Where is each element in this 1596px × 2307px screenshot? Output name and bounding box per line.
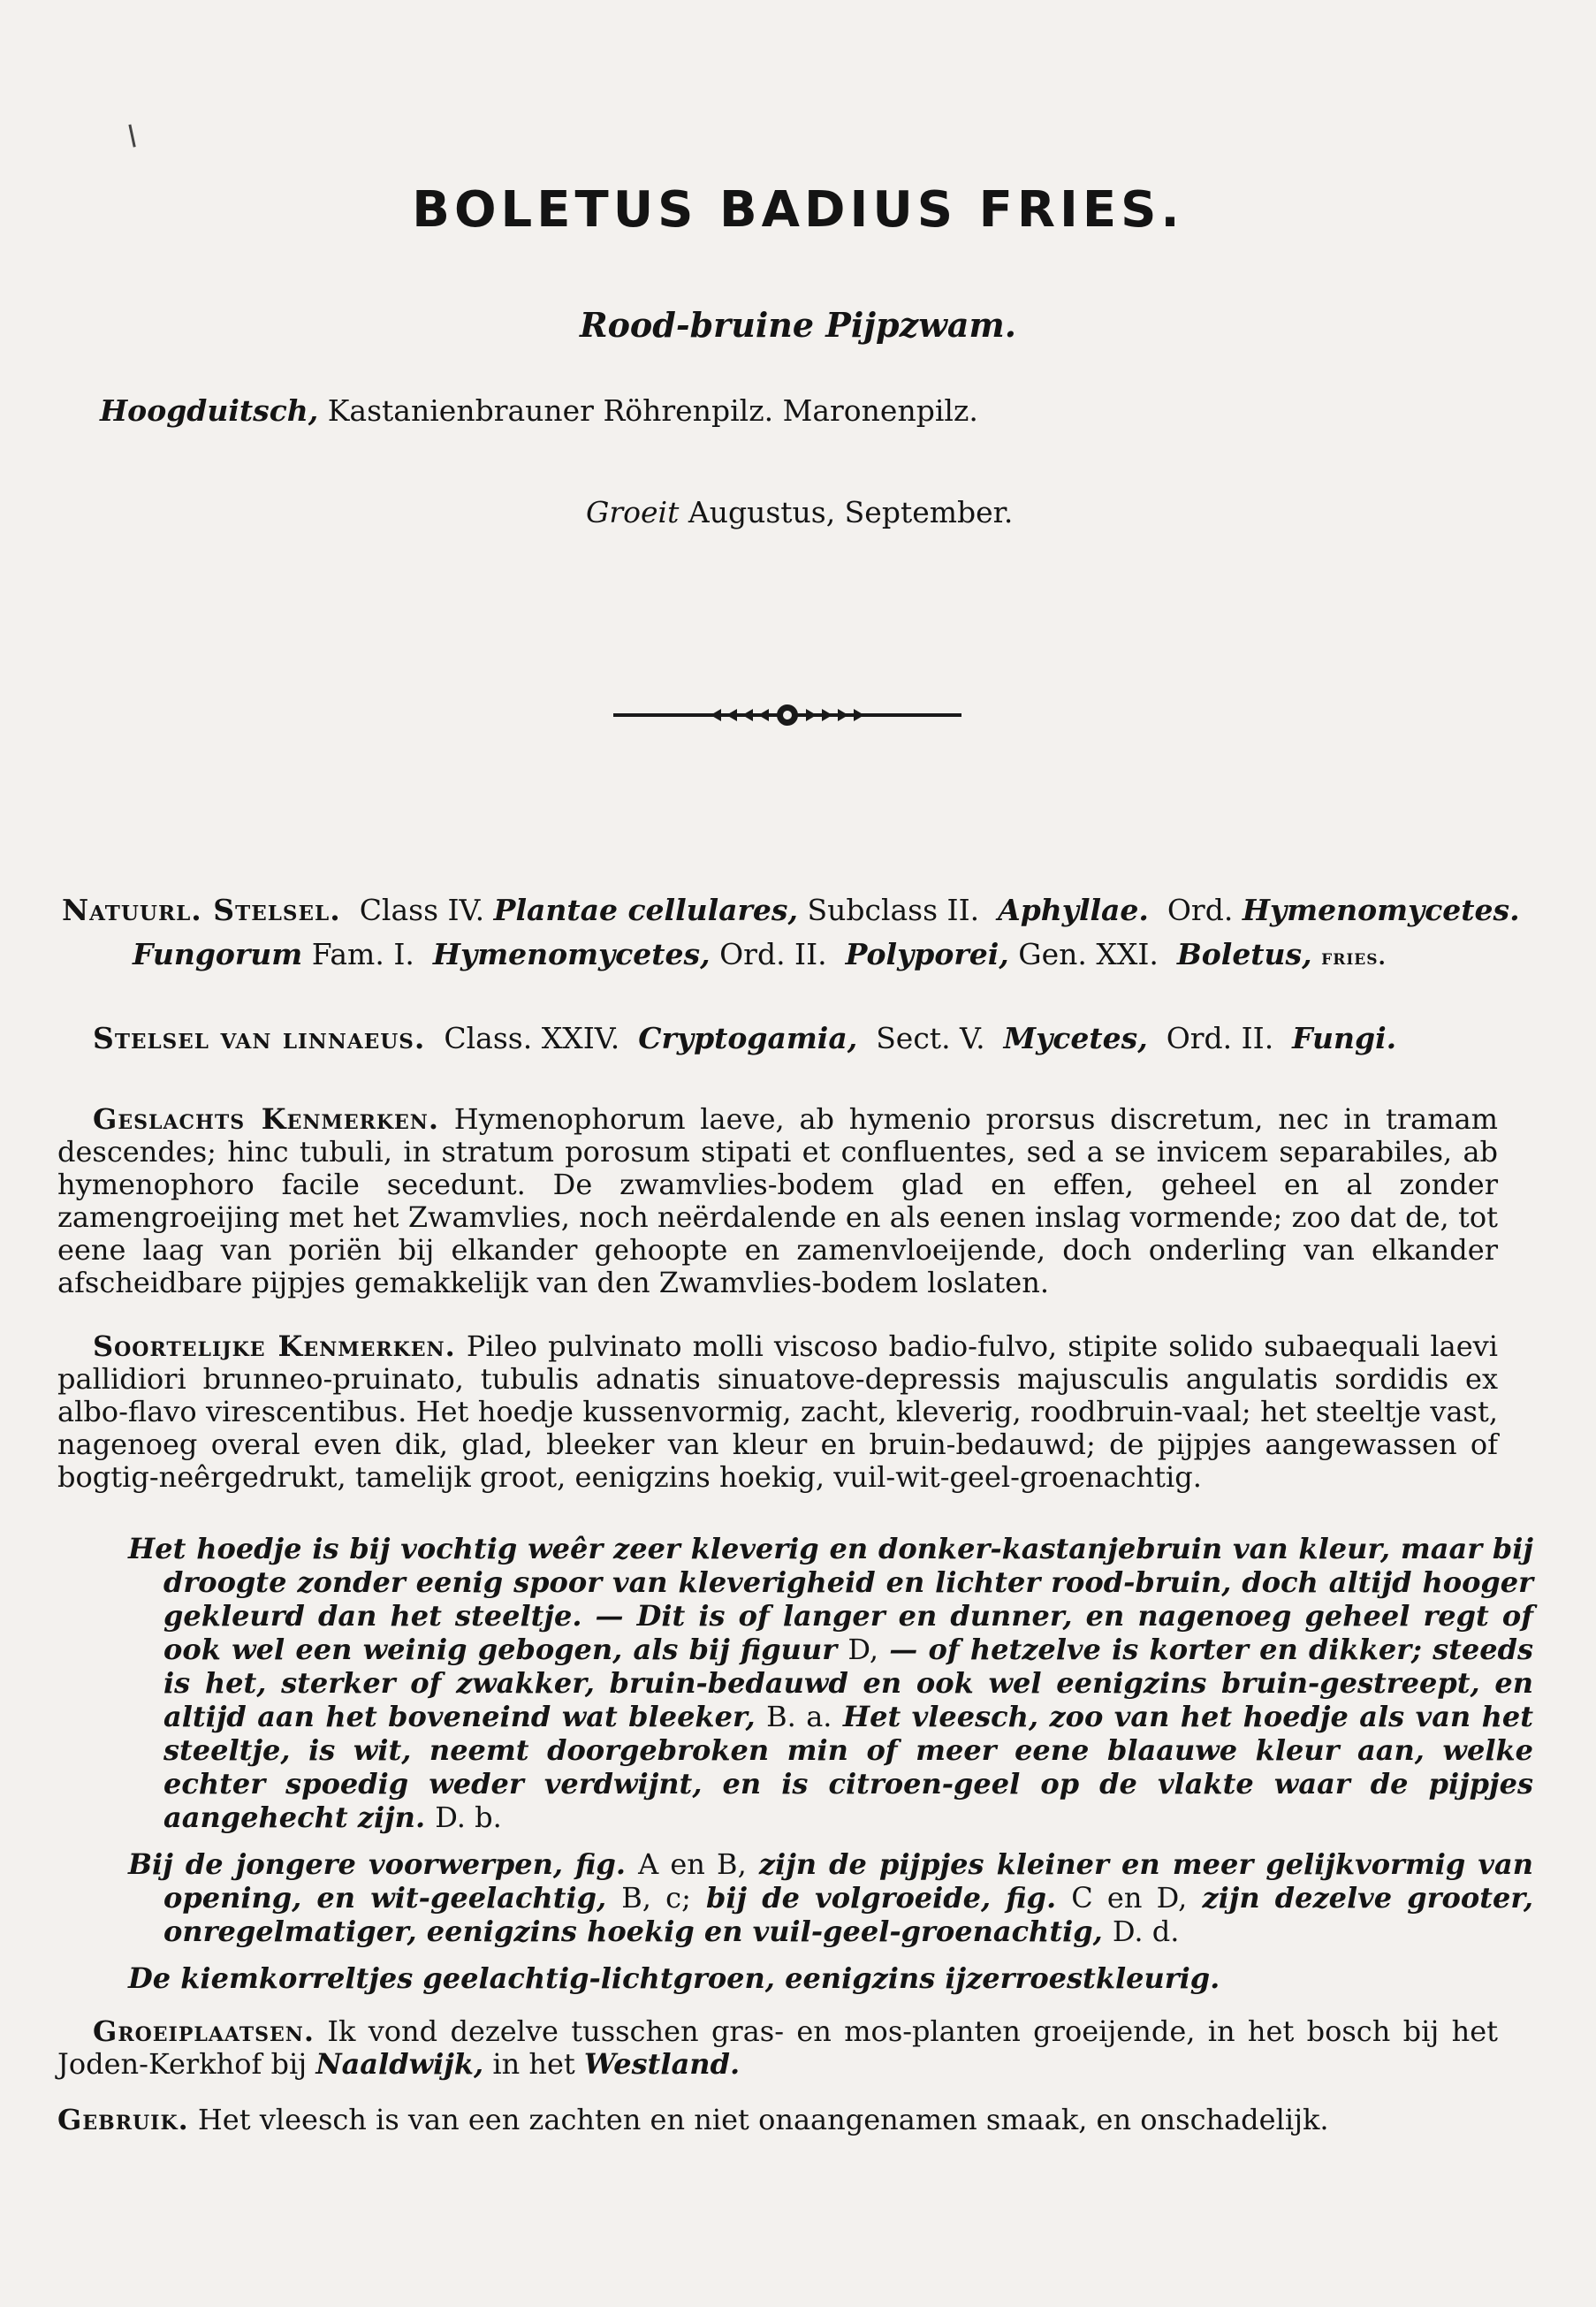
soortelijke-kenmerken bbox=[57, 1330, 1498, 1494]
natuurl-polyporei: Polyporei, bbox=[845, 937, 1009, 971]
desc2-fig-ref-2: B, c; bbox=[621, 1881, 691, 1915]
gebruik bbox=[57, 2104, 1498, 2136]
natuurl-aphyllae: Aphyllae. bbox=[998, 893, 1149, 927]
geslachts-text: Hymenophorum laeve, ab hymenio prorsus discretum, nec in tramam descendes; hinc tubuli, in stratum porosum stipati et confluentes, sed a se invicem separabiles, ab hymenophoro facile secedunt. De zwamvlies-bodem glad en effen, geheel en al zonder zamengroeijing met het Zwamvlies, noch neërdalende en als eenen inslag vormende; zoo dat de, tot eene laag van poriën bij elkander gehoopte en zamenvloeijende, doch onderling van elkander afscheidbare pijpjes gemakkelijk van den Zwamvlies-bodem loslaten. bbox=[57, 1102, 1498, 1299]
natuurl-plantae: Plantae cellulares, bbox=[493, 893, 798, 927]
desc2-text-4: zijn dezelve grooter, onregelmatiger, eenigzins hoekig en vuil-geel-groenachtig, bbox=[163, 1881, 1533, 1948]
natuurl-line-2 bbox=[133, 937, 1387, 971]
natuurl-fries: fries. bbox=[1321, 944, 1387, 970]
natuurl-ord: Ord. bbox=[1167, 893, 1234, 927]
german-names: Kastanienbrauner Röhrenpilz. Maronenpilz. bbox=[327, 393, 978, 428]
linnaeus-fungi: Fungi. bbox=[1292, 1021, 1397, 1055]
german-names-line bbox=[100, 393, 978, 428]
linnaeus-cryptogamia: Cryptogamia, bbox=[638, 1021, 858, 1055]
ornamental-divider bbox=[613, 703, 961, 727]
groeiplaatsen-text-2: in het bbox=[492, 2047, 575, 2081]
linnaeus-sect: Sect. V. bbox=[876, 1021, 985, 1055]
gebruik-text: Het vleesch is van een zachten en niet onaangenamen smaak, en onschadelijk. bbox=[197, 2103, 1329, 2136]
groeiplaatsen bbox=[57, 2015, 1498, 2081]
natuurl-line-1 bbox=[62, 893, 1520, 927]
season-line bbox=[586, 495, 1013, 529]
linnaeus-mycetes: Mycetes, bbox=[1003, 1021, 1148, 1055]
dutch-name: Rood-bruine Pijpzwam. bbox=[580, 305, 1016, 345]
desc2-fig-ref-4: D. d. bbox=[1112, 1915, 1180, 1948]
description-kiemkorreltjes: De kiemkorreltjes geelachtig-lichtgroen, eenigzins ijzerroestkleurig. bbox=[128, 1961, 1220, 1995]
place-naaldwijk: Naaldwijk, bbox=[315, 2047, 484, 2081]
season-months: Augustus, September. bbox=[688, 495, 1014, 529]
description-hoedje bbox=[128, 1532, 1533, 1834]
natuurl-fungorum: Fungorum bbox=[133, 937, 303, 971]
desc2-text-2: zijn de pijpjes kleiner en meer gelijkvormig van opening, en wit-geelachtig, bbox=[163, 1847, 1534, 1915]
place-westland: Westland. bbox=[583, 2047, 741, 2081]
groeiplaatsen-text-1: Ik vond dezelve tusschen gras- en mos-planten groeijende, in het bosch bij het Joden-Kerkhof bij bbox=[57, 2014, 1499, 2081]
natuurl-ord-2: Ord. II. bbox=[719, 937, 827, 971]
natuurl-boletus: Boletus, bbox=[1176, 937, 1312, 971]
desc1-fig-ref-3: D. b. bbox=[435, 1801, 502, 1834]
geslachts-kenmerken bbox=[57, 1103, 1498, 1299]
margin-mark bbox=[128, 123, 141, 147]
soortelijke-label: Soortelijke Kenmerken. bbox=[93, 1329, 456, 1363]
desc1-fig-ref-2: B. a. bbox=[766, 1700, 832, 1733]
german-label: Hoogduitsch, bbox=[100, 393, 319, 428]
natuurl-fam: Fam. I. bbox=[311, 937, 414, 971]
linnaeus-line bbox=[93, 1021, 1396, 1055]
linnaeus-label: Stelsel van linnaeus. bbox=[93, 1021, 426, 1055]
natuurl-hymenomycetes: Hymenomycetes. bbox=[1242, 893, 1520, 927]
desc1-text-3: Het vleesch, zoo van het hoedje als van het steeltje, is wit, neemt doorgebroken min of meer eene blaauwe kleur aan, welke echter spoedig weder verdwijnt, en is citroen-geel op de vlakte waar de pijpjes aangehecht zijn. bbox=[163, 1700, 1534, 1834]
desc1-text-1: Het hoedje is bij vochtig weêr zeer kleverig en donker-kastanjebruin van kleur, maar bij droogte zonder eenig spoor van kleverigheid en lichter rood-bruin, doch altijd hooger gekleurd dan het steeltje. — Dit is of langer en dunner, en nagenoeg geheel regt of ook wel een weinig gebogen, als bij figuur bbox=[128, 1532, 1533, 1666]
natuurl-class: Class IV. bbox=[359, 893, 485, 927]
page-title: BOLETUS BADIUS FRIES. bbox=[412, 181, 1184, 239]
geslachts-label: Geslachts Kenmerken. bbox=[93, 1102, 440, 1136]
linnaeus-ord: Ord. II. bbox=[1166, 1021, 1274, 1055]
groeiplaatsen-label: Groeiplaatsen. bbox=[93, 2014, 315, 2048]
desc2-fig-ref-1: A en B, bbox=[638, 1847, 747, 1881]
description-pijpjes bbox=[128, 1847, 1533, 1948]
desc2-text-1: Bij de jongere voorwerpen, fig. bbox=[128, 1847, 626, 1881]
natuurl-gen: Gen. XXI. bbox=[1018, 937, 1159, 971]
natuurl-hymenomycetes-2: Hymenomycetes, bbox=[432, 937, 711, 971]
linnaeus-class: Class. XXIV. bbox=[444, 1021, 620, 1055]
desc2-fig-ref-3: C en D, bbox=[1071, 1881, 1188, 1915]
natuurl-subclass: Subclass II. bbox=[807, 893, 980, 927]
desc2-text-3: bij de volgroeide, fig. bbox=[705, 1881, 1057, 1915]
gebruik-label: Gebruik. bbox=[57, 2103, 189, 2136]
desc1-fig-ref-1: D, bbox=[847, 1633, 878, 1666]
season-label: Groeit bbox=[586, 495, 680, 529]
natuurl-label: Natuurl. Stelsel. bbox=[62, 893, 341, 927]
soortelijke-text: Pileo pulvinato molli viscoso badio-fulvo, stipite solido subaequali laevi pallidiori brunneo-pruinato, tubulis adnatis sinuatove-depressis majusculis angulatis sordidis ex albo-flavo virescentibus. Het hoedje kussenvormig, zacht, kleverig, roodbruin-vaal; het steeltje vast, nagenoeg overal even dik, glad, bleeker van kleur en bruin-bedauwd; de pijpjes aangewassen of bogtig-neêrgedrukt, tamelijk groot, eenigzins hoekig, vuil-wit-geel-groenachtig. bbox=[57, 1329, 1498, 1494]
desc1-text-2: — of hetzelve is korter en dikker; steeds is het, sterker of zwakker, bruin-bedauwd en ook wel eenigzins bruin-gestreept, en altijd aan het boveneind wat bleeker, bbox=[163, 1633, 1534, 1733]
